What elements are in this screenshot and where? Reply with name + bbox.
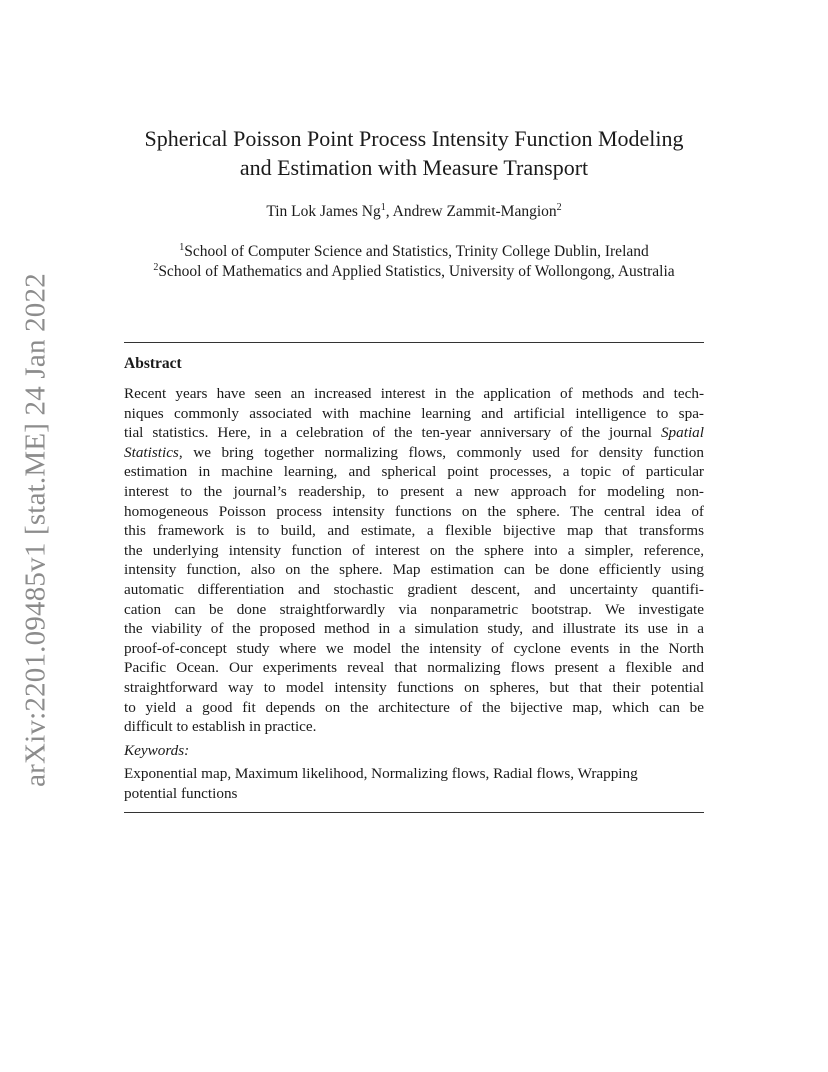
affiliation-text: School of Computer Science and Statistics, Trinity College Dublin, Ireland — [184, 243, 649, 260]
author-affiliation-mark: 1 — [380, 202, 386, 213]
keywords-label: Keywords: — [124, 742, 190, 759]
author-affiliation-mark: 2 — [556, 202, 562, 213]
journal-name-italic: Statistics — [124, 443, 179, 461]
abstract-top-rule — [124, 342, 704, 343]
author-name: Andrew Zammit-Mangion — [392, 203, 557, 220]
title-line-1: Spherical Poisson Point Process Intensity Function Modeling — [144, 126, 684, 151]
abstract-line: intensity function, also on the sphere. Map estimation can be done efficiently using — [124, 561, 704, 579]
abstract-line: this framework is to build, and estimate, a flexible bijective map that transforms — [124, 522, 704, 540]
abstract-heading: Abstract — [124, 355, 182, 372]
affiliation-list — [0, 242, 828, 282]
abstract-line: Recent years have seen an increased interest in the application of methods and tech- — [124, 385, 704, 402]
author-name: Tin Lok James Ng — [266, 203, 381, 220]
abstract-line: straightforward way to model intensity functions on spheres, but that their potential — [124, 678, 704, 696]
abstract-line-text: , we bring together normalizing flows, commonly used for density function — [178, 443, 704, 461]
abstract-line: automatic differentiation and stochastic gradient descent, and uncertainty quantifi- — [124, 580, 704, 598]
abstract-line-text: tial statistics. Here, in a celebration of the ten-year anniversary of the journal — [124, 424, 661, 442]
abstract-line: estimation in machine learning, and spherical point processes, a topic of particular — [124, 463, 704, 481]
keywords-list — [124, 764, 704, 803]
abstract-line: Pacific Ocean. Our experiments reveal that normalizing flows present a flexible and — [124, 659, 704, 677]
journal-name-italic: Spatial — [660, 424, 704, 442]
abstract-line: to yield a good fit depends on the architecture of the bijective map, which can be — [124, 698, 704, 716]
affiliation-item — [0, 262, 828, 282]
author-separator: , — [385, 203, 393, 220]
abstract-line: proof-of-concept study where we model the intensity of cyclone events in the North — [124, 639, 704, 657]
abstract-line: the viability of the proposed method in a simulation study, and illustrate its use in a — [124, 620, 704, 638]
abstract-line — [124, 443, 704, 463]
abstract-line: cation can be done straightforwardly via nonparametric bootstrap. We investigate — [124, 600, 704, 618]
author-list — [0, 203, 828, 221]
title-line-2: and Estimation with Measure Transport — [239, 155, 589, 180]
abstract-line: interest to the journal’s readership, to present a new approach for modeling non- — [124, 482, 704, 500]
keywords-line: Exponential map, Maximum likelihood, Normalizing flows, Radial flows, Wrapping — [124, 765, 638, 782]
abstract-body — [124, 384, 704, 737]
abstract-line: difficult to establish in practice. — [124, 718, 317, 736]
keywords-line: potential functions — [124, 784, 238, 802]
abstract-line: homogeneous Poisson process intensity functions on the sphere. The central idea of — [124, 502, 704, 520]
arxiv-identifier-stamp: arXiv:2201.09485v1 [stat.ME] 24 Jan 2022 — [19, 273, 52, 787]
abstract-line: niques commonly associated with machine learning and artificial intelligence to spa- — [124, 404, 704, 422]
affiliation-item — [0, 242, 828, 262]
abstract-line — [124, 423, 704, 443]
abstract-line: the underlying intensity function of interest on the sphere into a simpler, reference, — [124, 541, 704, 559]
abstract-bottom-rule — [124, 812, 704, 813]
affiliation-text: School of Mathematics and Applied Statistics, University of Wollongong, Australia — [158, 263, 675, 280]
affiliation-mark: 1 — [179, 242, 185, 253]
paper-title — [0, 124, 828, 182]
affiliation-mark: 2 — [153, 262, 159, 273]
